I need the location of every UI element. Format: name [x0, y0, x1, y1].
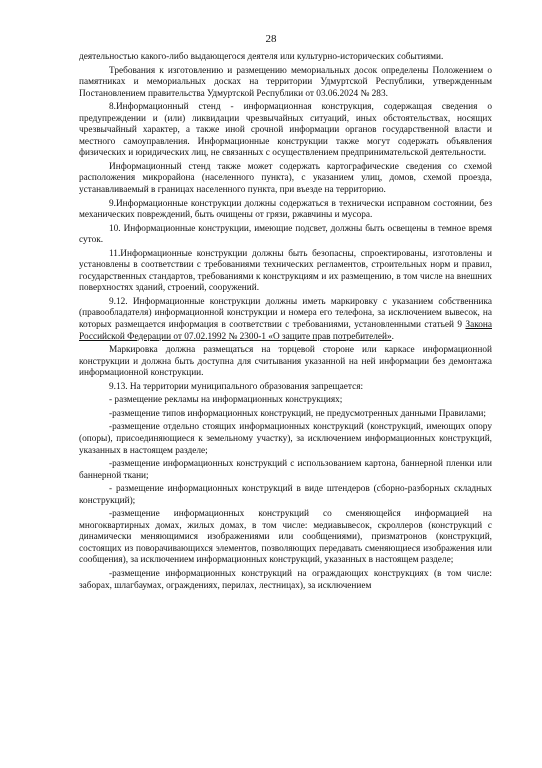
- paragraph-item-9: 9.Информационные конструкции должны содержаться в технически исправном состоянии, без механических повреждений, быть очищены от грязи, ржавчины и мусора.: [79, 198, 492, 221]
- paragraph-item-11: 11.Информационные конструкции должны быть безопасны, спроектированы, изготовлены и установлены в соответствии с требованиями технических регламентов, строительных норм и правил, государственных стандартов, требованиями к конструкциям и их размещению, в том числе на внешних поверхностях зданий, строений, сооружений.: [79, 248, 492, 294]
- list-item: -размещение типов информационных конструкций, не предусмотренных данными Правилами;: [109, 408, 486, 419]
- paragraph-item-10: 10. Информационные конструкции, имеющие подсвет, должны быть освещены в темное время суток.: [79, 223, 492, 246]
- list-item: - размещение информационных конструкций в виде штендеров (сборно-разборных складных конструкций);: [79, 484, 492, 506]
- paragraph-continuation: деятельностью какого-либо выдающегося деятеля или культурно-исторических событиями.: [79, 52, 444, 62]
- paragraph-item-9-12-end: .: [391, 331, 394, 342]
- list-item: -размещение информационных конструкций со сменяющейся информацией на многоквартирных домах, жилых домах, в том числе: медиавывесок, скроллеров (конструкций с динамически меняющимися изображениями или сообщениями), призматронов (конструкций, состоящих из поворачивающихся элементов, позволяющих передавать сменяющиеся изображения или сообщения), за исключением информационных конструкций, указанных в настоящем разделе;: [79, 509, 492, 566]
- list-item: -размещение информационных конструкций с использованием картона, баннерной пленки или баннерной ткани;: [79, 459, 492, 481]
- paragraph-item-9-12-text: 9.12. Информационные конструкции должны иметь маркировку с указанием собственника (правообладателя) информационной конструкции и номера его телефона, за исключением вывесок, на которых размещается информация в соответствии с требованиями, установленными статьей 9: [79, 296, 492, 331]
- paragraph-item-9-12: [79, 297, 492, 343]
- page-number: 28: [265, 33, 277, 45]
- document-body: [79, 52, 492, 592]
- list-item: - размещение рекламы на информационных конструкциях;: [109, 395, 343, 406]
- paragraph-info-stand-definition: 8.Информационный стенд - информационная конструкция, содержащая сведения о предупреждении и (или) ликвидации чрезвычайных ситуаций, иных обстоятельствах, носящих чрезвычайный характер, а также иной срочной информации органов государственной власти и местного самоуправления. Информационные конструкции также могут содержать объявления физических и юридических лиц, не связанных с осуществлением предпринимательской деятельности.: [79, 102, 492, 159]
- paragraph-info-stand-maps: Информационный стенд также может содержать картографические сведения со схемой расположения микрорайона (населенного пункта), с указанием улиц, домов, схемой проезда, устанавливаемый в границах населенного пункта, при въезде на территорию.: [79, 161, 492, 196]
- list-item: -размещение информационных конструкций на ограждающих конструкциях (в том числе: заборах, шлагбаумах, ограждениях, перилах, лестницах), за исключением: [79, 568, 492, 591]
- paragraph-item-9-13: 9.13. На территории муниципального образования запрещается:: [109, 381, 364, 392]
- paragraph-marking: Маркировка должна размещаться на торцевой стороне или каркасе информационной конструкции и должна быть доступна для считывания указанной на ней информации без демонтажа информационной конструкции.: [79, 345, 492, 379]
- consumer-protection-law-link[interactable]: Закона Российской Федерации от 07.02.1992 № 2300-1 «О защите прав потребителей»: [79, 320, 492, 342]
- list-item: -размещение отдельно стоящих информационных конструкций (конструкций, имеющих опору (опоры), присоединяющиеся к земельному участку), за исключением информационных конструкций, указанных в настоящем разделе;: [79, 422, 492, 456]
- paragraph-memorial-requirements: Требования к изготовлению и размещению мемориальных досок определены Положением о памятниках и мемориальных досках на территории Удмуртской Республики, утвержденным Постановлением правительства Удмуртской Республики от 03.06.2024 № 283.: [79, 65, 492, 99]
